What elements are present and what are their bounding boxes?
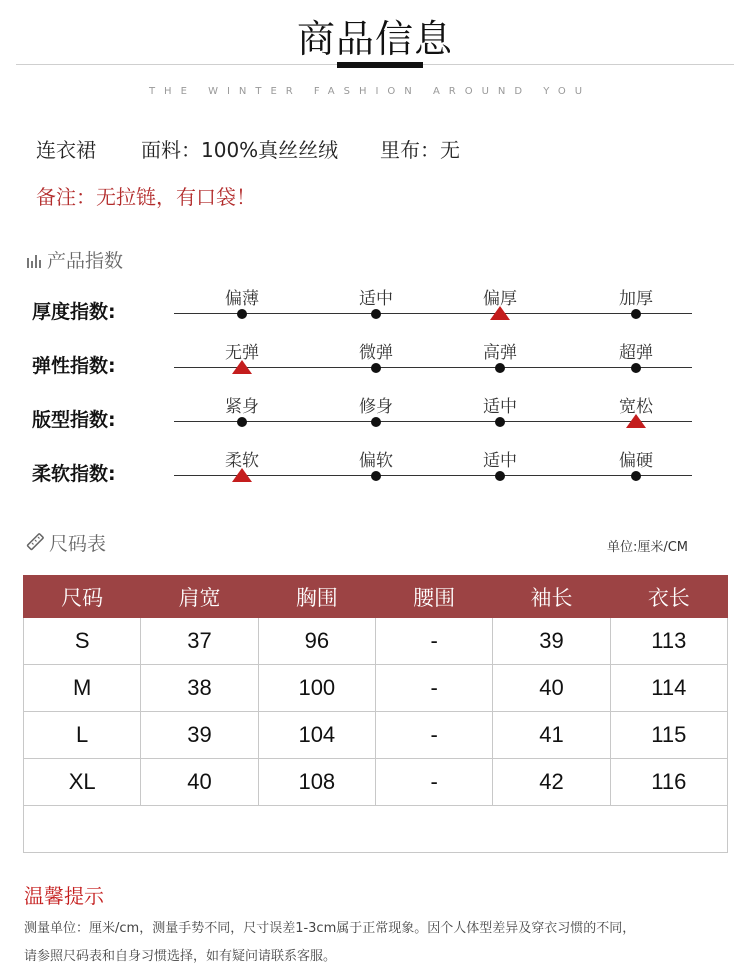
scale-dot (371, 471, 381, 481)
tips-line-2: 请参照尺码表和自身习惯选择，如有疑问请联系客服。 (24, 949, 337, 964)
index-option-label: 偏硬 (619, 451, 653, 471)
table-cell: - (375, 759, 492, 806)
index-scale-line (174, 421, 692, 422)
size-table-body (24, 618, 728, 853)
table-cell: 39 (141, 712, 258, 759)
table-cell: 40 (141, 759, 258, 806)
lining-info: 里布：无 (380, 138, 460, 162)
index-option-label: 修身 (359, 397, 393, 417)
index-option-label: 紧身 (225, 397, 259, 417)
index-option-label: 适中 (483, 397, 517, 417)
table-row-empty (24, 806, 728, 853)
bar-chart-icon (27, 251, 43, 273)
header-shoulder: 肩宽 (141, 576, 258, 618)
index-section-header (27, 246, 123, 273)
remark-note: 备注：无拉链，有口袋！ (36, 185, 256, 209)
scale-dot (631, 471, 641, 481)
scale-dot (495, 471, 505, 481)
scale-dot (371, 309, 381, 319)
index-section-title: 产品指数 (47, 250, 124, 272)
table-cell: 39 (493, 618, 610, 665)
index-option-label: 适中 (359, 289, 393, 309)
page-title: 商品信息 (296, 17, 453, 61)
table-cell: 113 (610, 618, 727, 665)
table-cell: 41 (493, 712, 610, 759)
index-option-label: 无弹 (225, 343, 259, 363)
tips-line-1: 测量单位：厘米/cm，测量手势不同，尺寸误差1-3cm属于正常现象。因个人体型差异及穿衣习惯的不同， (24, 921, 636, 936)
scale-dot (495, 363, 505, 373)
table-row (24, 712, 728, 759)
table-cell: - (375, 665, 492, 712)
header-bust: 胸围 (258, 576, 375, 618)
tips-title: 温馨提示 (24, 884, 104, 908)
index-option-label: 柔软 (225, 451, 259, 471)
table-cell: M (24, 665, 141, 712)
scale-dot (631, 363, 641, 373)
scale-dot (495, 417, 505, 427)
scale-dot (237, 309, 247, 319)
unit-label: 单位:厘米/CM (606, 540, 688, 555)
table-cell: 116 (610, 759, 727, 806)
selected-marker-icon (232, 468, 252, 482)
selected-marker-icon (626, 414, 646, 428)
index-scale-line (174, 313, 692, 314)
fabric-info: 面料：100%真丝丝绒 (141, 138, 339, 162)
item-type: 连衣裙 (36, 138, 96, 162)
scale-dot (371, 363, 381, 373)
table-cell: 115 (610, 712, 727, 759)
table-cell: - (375, 712, 492, 759)
table-cell: S (24, 618, 141, 665)
index-option-label: 偏厚 (483, 289, 517, 309)
scale-dot (237, 417, 247, 427)
table-cell: 42 (493, 759, 610, 806)
page-subtitle: THE WINTER FASHION AROUND YOU (148, 86, 592, 97)
table-cell: 40 (493, 665, 610, 712)
header-sleeve: 袖长 (493, 576, 610, 618)
header-length: 衣长 (610, 576, 727, 618)
table-cell: L (24, 712, 141, 759)
table-row (24, 618, 728, 665)
index-option-label: 偏薄 (225, 289, 259, 309)
size-table-header-row (24, 576, 728, 618)
table-cell: 100 (258, 665, 375, 712)
scale-dot (371, 417, 381, 427)
table-cell: - (375, 618, 492, 665)
index-row-label: 弹性指数: (32, 355, 116, 377)
index-option-label: 微弹 (359, 343, 393, 363)
scale-dot (631, 309, 641, 319)
table-cell-empty (24, 806, 728, 853)
index-row-label: 柔软指数: (32, 463, 116, 485)
header-size: 尺码 (24, 576, 141, 618)
ruler-icon (25, 532, 45, 557)
table-cell: 96 (258, 618, 375, 665)
index-row-label: 版型指数: (32, 409, 116, 431)
size-section-header (25, 529, 106, 557)
table-row (24, 665, 728, 712)
index-option-label: 高弹 (483, 343, 517, 363)
table-cell: 37 (141, 618, 258, 665)
index-option-label: 宽松 (619, 397, 653, 417)
table-row (24, 759, 728, 806)
table-cell: 108 (258, 759, 375, 806)
table-cell: 38 (141, 665, 258, 712)
table-cell: 104 (258, 712, 375, 759)
index-row-label: 厚度指数: (32, 301, 116, 323)
size-section-title: 尺码表 (49, 533, 107, 555)
size-table (23, 575, 728, 853)
index-option-label: 偏软 (359, 451, 393, 471)
index-option-label: 超弹 (619, 343, 653, 363)
index-option-label: 适中 (483, 451, 517, 471)
selected-marker-icon (232, 360, 252, 374)
table-cell: XL (24, 759, 141, 806)
header-waist: 腰围 (375, 576, 492, 618)
title-underline-bar (337, 62, 423, 68)
table-cell: 114 (610, 665, 727, 712)
selected-marker-icon (490, 306, 510, 320)
index-option-label: 加厚 (619, 289, 653, 309)
